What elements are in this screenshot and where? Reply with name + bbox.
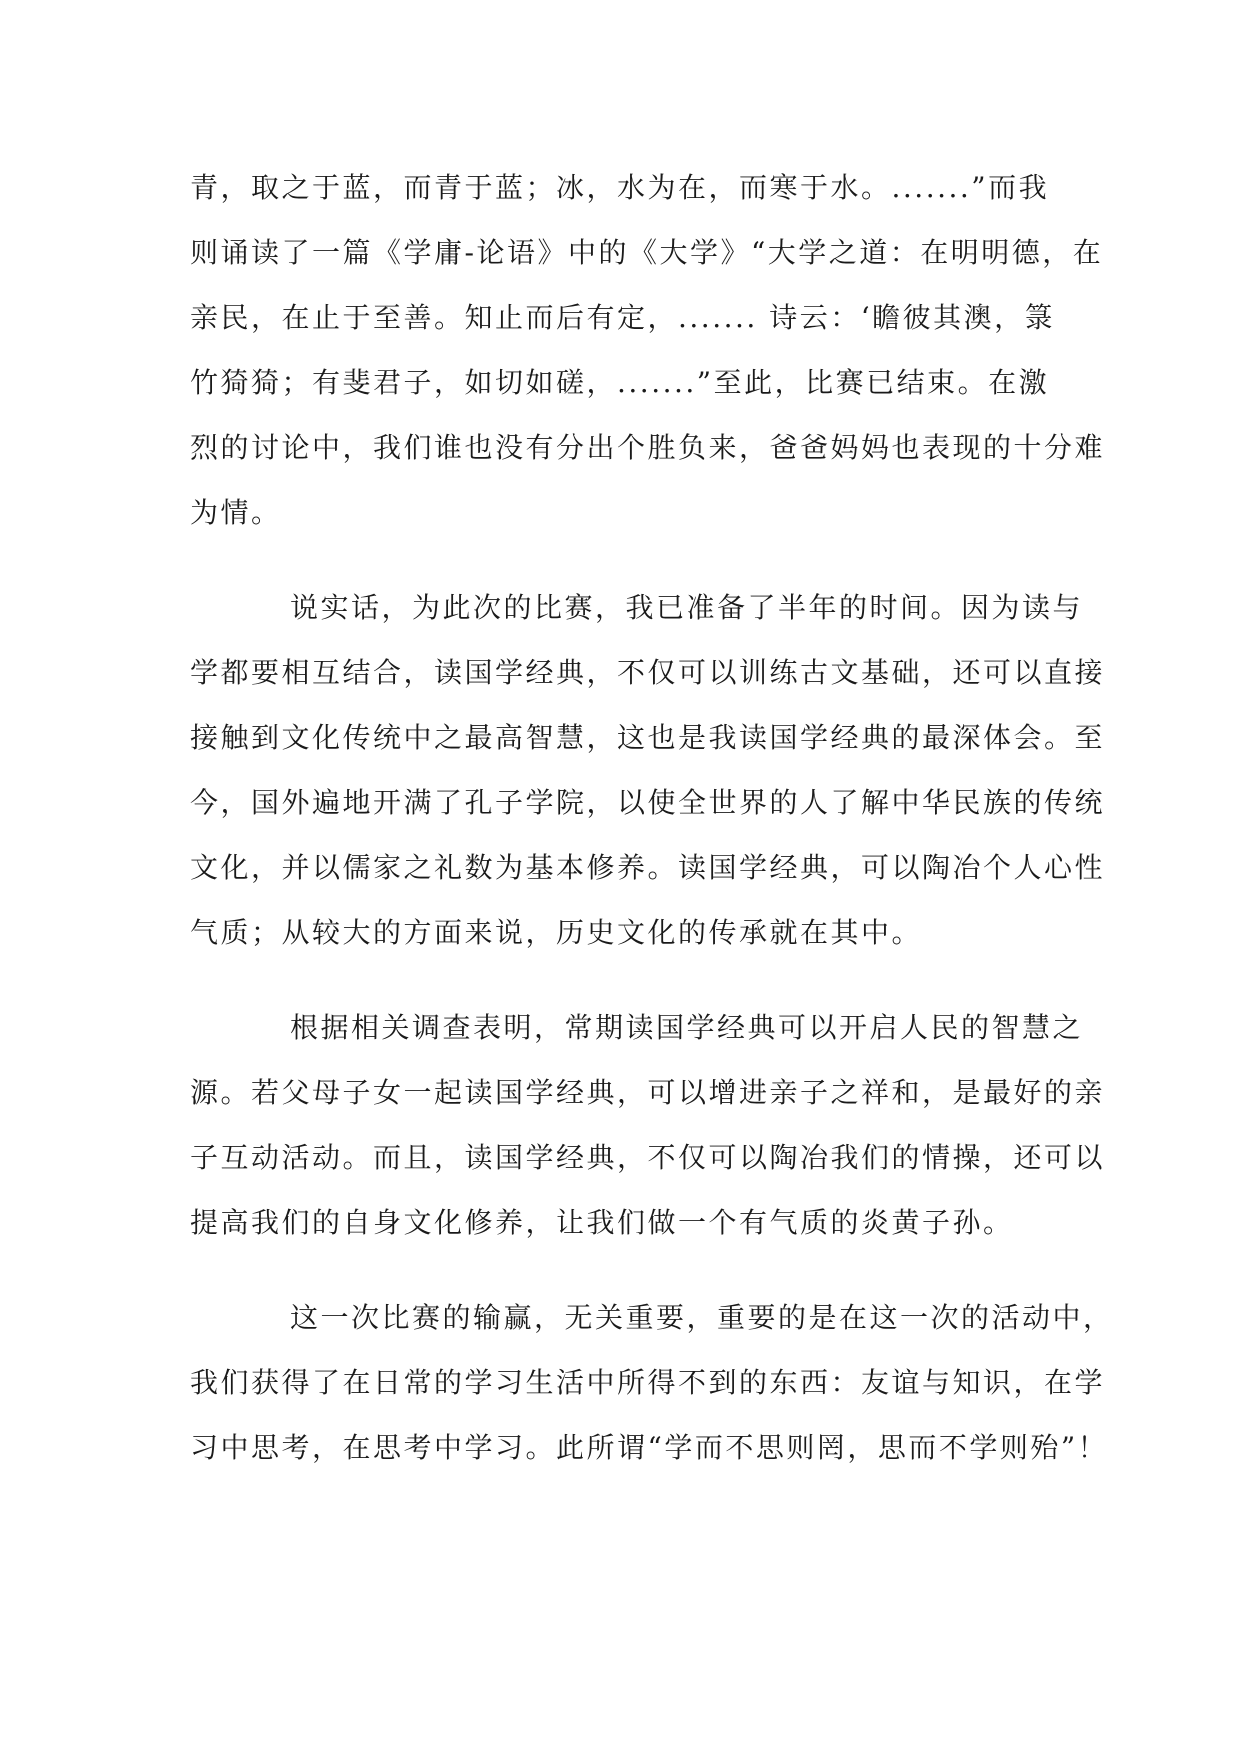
text-line: 今，国外遍地开满了孔子学院，以使全世界的人了解中华民族的传统 (190, 786, 1106, 819)
text-line: 我们获得了在日常的学习生活中所得不到的东西：友谊与知识，在学 (190, 1366, 1106, 1399)
text-line: 这一次比赛的输赢，无关重要，重要的是在这一次的活动中， (290, 1301, 1114, 1334)
text-line: 为情。 (190, 496, 282, 529)
text-line: 根据相关调查表明，常期读国学经典可以开启人民的智慧之 (290, 1011, 1084, 1044)
text-line: 源。若父母子女一起读国学经典，可以增进亲子之祥和，是最好的亲 (190, 1076, 1106, 1109)
text-line: 气质；从较大的方面来说，历史文化的传承就在其中。 (190, 916, 923, 949)
text-line: 则诵读了一篇《学庸-论语》中的《大学》“大学之道：在明明德，在 (190, 236, 1104, 269)
text-line: 青，取之于蓝，而青于蓝；冰，水为在，而寒于水。.......”而我 (190, 171, 1050, 204)
paragraph-1 (190, 155, 1106, 545)
text-line: 亲民，在止于至善。知止而后有定，....... 诗云：‘瞻彼其澳，箓 (190, 301, 1056, 334)
document-body (190, 155, 1114, 1510)
text-line: 习中思考，在思考中学习。此所谓“学而不思则罔，思而不学则殆”！ (190, 1431, 1109, 1464)
text-line: 说实话，为此次的比赛，我已准备了半年的时间。因为读与 (290, 591, 1084, 624)
paragraph-3 (190, 995, 1106, 1255)
text-line: 接触到文化传统中之最高智慧，这也是我读国学经典的最深体会。至 (190, 721, 1106, 754)
text-line: 竹猗猗；有斐君子，如切如磋，.......”至此，比赛已结束。在激 (190, 366, 1050, 399)
text-line: 学都要相互结合，读国学经典，不仅可以训练古文基础，还可以直接 (190, 656, 1106, 689)
text-line: 文化，并以儒家之礼数为基本修养。读国学经典，可以陶冶个人心性 (190, 851, 1106, 884)
paragraph-2 (190, 575, 1106, 965)
text-line: 烈的讨论中，我们谁也没有分出个胜负来，爸爸妈妈也表现的十分难 (190, 431, 1106, 464)
text-line: 子互动活动。而且，读国学经典，不仅可以陶冶我们的情操，还可以 (190, 1141, 1106, 1174)
paragraph-4 (190, 1285, 1114, 1480)
text-line: 提高我们的自身文化修养，让我们做一个有气质的炎黄子孙。 (190, 1206, 1014, 1239)
